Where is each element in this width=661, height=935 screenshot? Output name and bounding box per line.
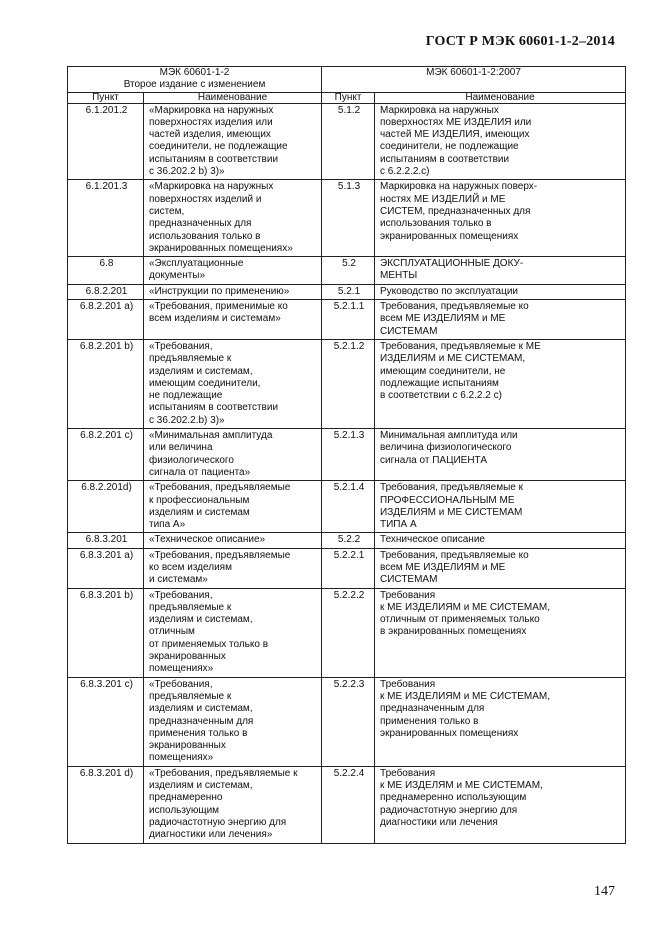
point-right: 5.2.2.1 bbox=[322, 548, 375, 588]
name-left: «Техническое описание» bbox=[144, 533, 322, 548]
table-row bbox=[68, 103, 626, 180]
name-left: «Требования, предъявляемые к изделиям и системам, имеющим соединители, не подлежащие испытаниям в соответствии с 36.202.2.b) 3)» bbox=[144, 339, 322, 428]
point-right: 5.2.2.4 bbox=[322, 766, 375, 843]
point-right: 5.2 bbox=[322, 257, 375, 285]
name-right: Маркировка на наружных поверх- ностях МЕ ИЗДЕЛИЙ и МЕ СИСТЕМ, предназначенных для использования только в экранированных помещениях bbox=[375, 180, 626, 257]
point-left: 6.8.3.201 a) bbox=[68, 548, 144, 588]
point-left: 6.1.201.3 bbox=[68, 180, 144, 257]
point-left: 6.8.2.201 b) bbox=[68, 339, 144, 428]
col-name-right: Наименование bbox=[375, 92, 626, 103]
name-left: «Требования, применимые ко всем изделиям и системам» bbox=[144, 300, 322, 340]
point-left: 6.8 bbox=[68, 257, 144, 285]
point-left: 6.8.2.201 a) bbox=[68, 300, 144, 340]
point-left: 6.8.3.201 bbox=[68, 533, 144, 548]
point-right: 5.2.1.4 bbox=[322, 481, 375, 533]
point-right: 5.2.1 bbox=[322, 284, 375, 299]
point-right: 5.2.1.2 bbox=[322, 339, 375, 428]
name-left: «Минимальная амплитуда или величина физиологического сигнала от пациента» bbox=[144, 429, 322, 481]
group-header-row bbox=[68, 67, 626, 93]
name-right: Требования, предъявляемые к ПРОФЕССИОНАЛЬНЫМ МЕ ИЗДЕЛИЯМ и МЕ СИСТЕМАМ ТИПА А bbox=[375, 481, 626, 533]
point-left: 6.1.201.2 bbox=[68, 103, 144, 180]
name-left: «Требования, предъявляемые к изделиям и системам, предназначенным для применения только в экранированных помещениях» bbox=[144, 677, 322, 766]
point-right: 5.2.1.1 bbox=[322, 300, 375, 340]
name-right: Требования, предъявляемые к МЕ ИЗДЕЛИЯМ и МЕ СИСТЕМАМ, имеющим соединители, не подлежащие испытаниям в соответствии с 6.2.2.2 с) bbox=[375, 339, 626, 428]
table-row bbox=[68, 284, 626, 299]
name-right: Руководство по эксплуатации bbox=[375, 284, 626, 299]
table-row bbox=[68, 766, 626, 843]
name-left: «Требования, предъявляемые к изделиям и системам, преднамеренно использующим радиочастотную энергию для диагностики или лечения» bbox=[144, 766, 322, 843]
point-right: 5.1.2 bbox=[322, 103, 375, 180]
table-row bbox=[68, 429, 626, 481]
table-row bbox=[68, 180, 626, 257]
left-group-header: МЭК 60601-1-2 Второе издание с изменением bbox=[68, 67, 322, 93]
table-row bbox=[68, 300, 626, 340]
right-group-header: МЭК 60601-1-2:2007 bbox=[322, 67, 626, 93]
point-right: 5.2.2 bbox=[322, 533, 375, 548]
point-left: 6.8.3.201 b) bbox=[68, 588, 144, 677]
col-name-left: Наименование bbox=[144, 92, 322, 103]
name-right: Требования, предъявляемые ко всем МЕ ИЗДЕЛИЯМ и МЕ СИСТЕМАМ bbox=[375, 548, 626, 588]
correspondence-table bbox=[67, 66, 626, 844]
table-row bbox=[68, 677, 626, 766]
point-left: 6.8.2.201 bbox=[68, 284, 144, 299]
point-left: 6.8.2.201 c) bbox=[68, 429, 144, 481]
name-left: «Эксплуатационные документы» bbox=[144, 257, 322, 285]
table-row bbox=[68, 339, 626, 428]
col-point-left: Пункт bbox=[68, 92, 144, 103]
table-row bbox=[68, 588, 626, 677]
point-left: 6.8.3.201 c) bbox=[68, 677, 144, 766]
table-row bbox=[68, 533, 626, 548]
column-header-row bbox=[68, 92, 626, 103]
name-left: «Требования, предъявляемые ко всем изделиям и системам» bbox=[144, 548, 322, 588]
point-right: 5.2.2.3 bbox=[322, 677, 375, 766]
name-right: Требования к МЕ ИЗДЕЛИЯМ и МЕ СИСТЕМАМ, отличным от применяемых только в экранированных помещениях bbox=[375, 588, 626, 677]
point-left: 6.8.2.201d) bbox=[68, 481, 144, 533]
point-left: 6.8.3.201 d) bbox=[68, 766, 144, 843]
name-right: Техническое описание bbox=[375, 533, 626, 548]
table-row bbox=[68, 481, 626, 533]
name-right: Требования к МЕ ИЗДЕЛЯМ и МЕ СИСТЕМАМ, преднамеренно использующим радиочастотную энергию для диагностики или лечения bbox=[375, 766, 626, 843]
name-left: «Требования, предъявляемые к изделиям и системам, отличным от применяемых только в экранированных помещениях» bbox=[144, 588, 322, 677]
point-right: 5.2.1.3 bbox=[322, 429, 375, 481]
page-number: 147 bbox=[594, 884, 615, 899]
document-header: ГОСТ Р МЭК 60601-1-2–2014 bbox=[425, 34, 615, 49]
col-point-right: Пункт bbox=[322, 92, 375, 103]
name-left: «Требования, предъявляемые к профессиональным изделиям и системам типа А» bbox=[144, 481, 322, 533]
point-right: 5.1.3 bbox=[322, 180, 375, 257]
name-left: «Маркировка на наружных поверхностях изделия или частей изделия, имеющих соединители, не подлежащие испытаниям в соответствии с 36.202.2 b) 3)» bbox=[144, 103, 322, 180]
table-row bbox=[68, 257, 626, 285]
name-right: Маркировка на наружных поверхностях МЕ ИЗДЕЛИЯ или частей МЕ ИЗДЕЛИЯ, имеющих соединители, не подлежащие испытаниям в соответствии с 6.2.2.2.с) bbox=[375, 103, 626, 180]
name-right: Требования к МЕ ИЗДЕЛИЯМ и МЕ СИСТЕМАМ, предназначенным для применения только в экранированных помещениях bbox=[375, 677, 626, 766]
name-right: Минимальная амплитуда или величина физиологического сигнала от ПАЦИЕНТА bbox=[375, 429, 626, 481]
name-right: ЭКСПЛУАТАЦИОННЫЕ ДОКУ- МЕНТЫ bbox=[375, 257, 626, 285]
point-right: 5.2.2.2 bbox=[322, 588, 375, 677]
name-left: «Инструкции по применению» bbox=[144, 284, 322, 299]
name-left: «Маркировка на наружных поверхностях изделий и систем, предназначенных для использования только в экранированных помещениях» bbox=[144, 180, 322, 257]
name-right: Требования, предъявляемые ко всем МЕ ИЗДЕЛИЯМ и МЕ СИСТЕМАМ bbox=[375, 300, 626, 340]
table-row bbox=[68, 548, 626, 588]
